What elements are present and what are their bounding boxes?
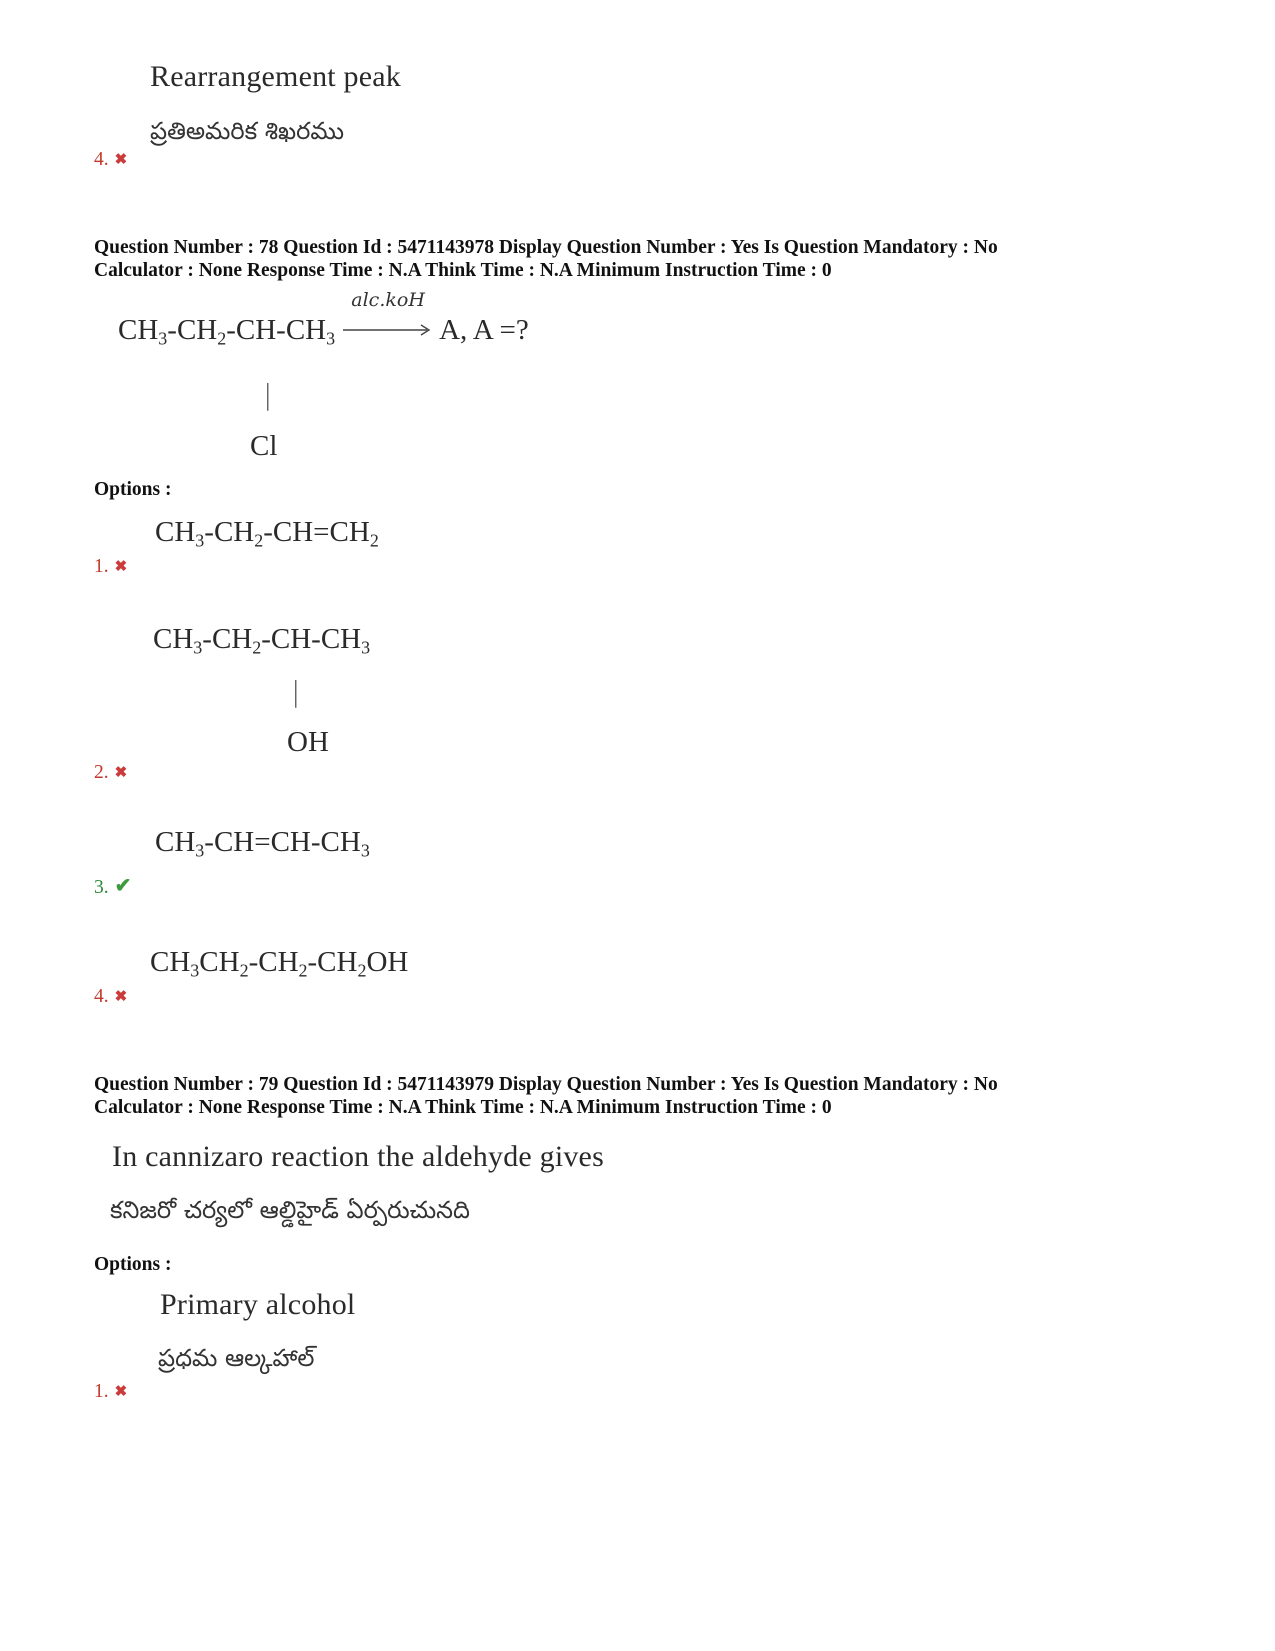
q78-reactant: $CH_3-CH_2-CH-CH_3$	[118, 314, 336, 349]
prev-option4-number: 4. ✖	[94, 149, 128, 170]
q79-meta-line1: Question Number : 79 Question Id : 5471143979 Display Question Number : Yes Is Question Mandatory : No	[94, 1074, 998, 1095]
q78-option4-number[interactable]: 4. ✖	[94, 986, 128, 1007]
q78-option2-formula: $CH_3-CH_2-CH-CH_3$	[153, 623, 371, 658]
q78-option1-number[interactable]: 1. ✖	[94, 556, 128, 577]
cross-icon: ✖	[114, 559, 128, 575]
q78-option1-formula: $CH_3-CH_2-CH=CH_2$	[155, 516, 379, 551]
cross-icon: ✖	[114, 765, 128, 781]
q78-meta-line1: Question Number : 78 Question Id : 5471143978 Display Question Number : Yes Is Question Mandatory : No	[94, 237, 998, 258]
q78-reagent: alc.koH	[351, 289, 425, 312]
q78-meta-line2: Calculator : None Response Time : N.A Think Time : N.A Minimum Instruction Time : 0	[94, 260, 832, 281]
q79-option1-text-en: Primary alcohol	[160, 1288, 356, 1321]
cross-icon: ✖	[114, 1384, 128, 1400]
q78-options-label: Options :	[94, 479, 172, 500]
q78-reaction	[118, 289, 529, 349]
arrow-right-icon	[343, 323, 433, 337]
q78-option3-formula: $CH_3-CH=CH-CH_3$	[155, 826, 370, 861]
check-icon: ✔	[114, 875, 132, 897]
q79-options-label: Options :	[94, 1254, 172, 1275]
q78-result: A, A =?	[439, 314, 529, 346]
cross-icon: ✖	[114, 989, 128, 1005]
q79-question-te: కనిజరో చర్యలో ఆల్డిహైడ్ ఏర్పరుచునది	[110, 1196, 470, 1224]
q79-meta-line2: Calculator : None Response Time : N.A Think Time : N.A Minimum Instruction Time : 0	[94, 1097, 832, 1118]
q79-option1-number[interactable]: 1. ✖	[94, 1381, 128, 1402]
q79-question-en: In cannizaro reaction the aldehyde gives	[112, 1140, 604, 1173]
q78-bond-line: |	[263, 378, 273, 411]
q78-option4-formula: $CH_3CH_2-CH_2-CH_2OH$	[150, 946, 409, 981]
reaction-arrow	[343, 289, 433, 347]
q78-option3-number[interactable]: 3. ✔	[94, 875, 132, 898]
cross-icon: ✖	[114, 152, 128, 168]
q79-option1-text-te: ప్రధమ ఆల్కహాల్	[158, 1344, 315, 1372]
q78-option2-number[interactable]: 2. ✖	[94, 762, 128, 783]
prev-option4-text-en: Rearrangement peak	[150, 60, 401, 93]
prev-option4-text-te: ప్రతిఅమరిక శిఖరము	[150, 117, 345, 145]
q78-option2-substituent: OH	[287, 726, 329, 758]
q78-option2-bond-line: |	[291, 675, 301, 708]
q78-substituent: Cl	[250, 430, 278, 462]
